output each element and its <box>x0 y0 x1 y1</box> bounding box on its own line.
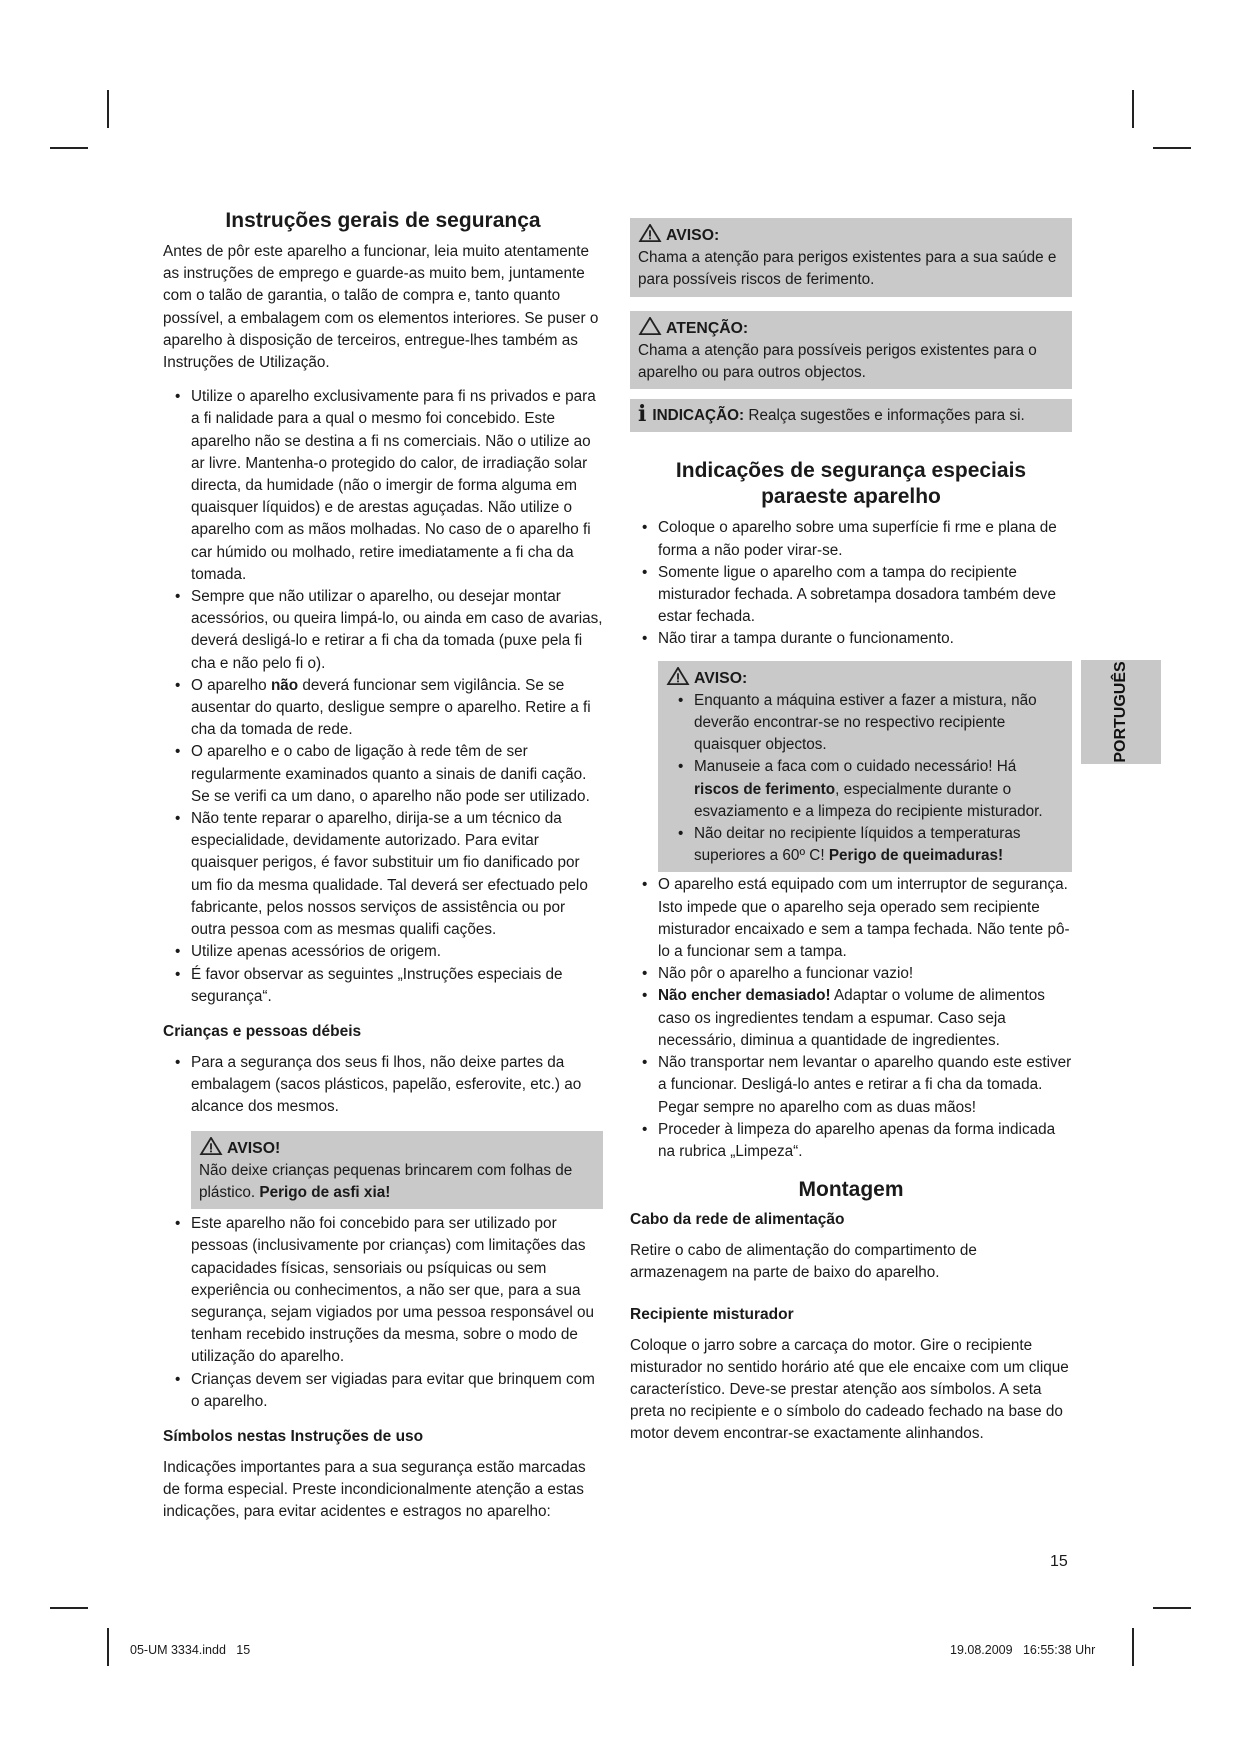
list-item: • Não tente reparar o aparelho, dirija-se a um técnico da especialidade, devidamente autorizado. Para evitar quaisquer perigos, é favor substituir um fio danificado por um fio da mesma qualidade. Tal deverá ser efectuado pelo fabricante, pelos nossos serviços de assistência ou por outra pessoa com as mesmas qualifi cações. <box>163 808 603 941</box>
crop-mark <box>107 90 109 128</box>
aviso-box <box>630 218 1072 297</box>
children-heading: Crianças e pessoas débeis <box>163 1022 362 1040</box>
list-item: • Proceder à limpeza do aparelho apenas da forma indicada na rubrica „Limpeza“. <box>630 1119 1072 1163</box>
atencao-text: Chama a atenção para possíveis perigos existentes para o aparelho ou para outros objectos. <box>638 341 1037 382</box>
info-icon: i <box>638 401 647 428</box>
crop-mark <box>1153 1607 1191 1609</box>
list-item: • Utilize o aparelho exclusivamente para fi ns privados e para a fi nalidade para a qual o mesmo foi concebido. Este aparelho não se destina a fi ns comerciais. Não o utilize ao ar livre. Mantenha-o protegido do calor, de irradiação solar directa, da humidade (não o imergir de forma alguma em quaisquer líquidos) e de arestas aguçadas. Não utilize o aparelho com as mãos molhadas. No caso de o aparelho fi car húmido ou molhado, retire imediatamente a fi cha da tomada. <box>163 386 603 586</box>
language-label: PORTUGUÊS <box>1112 661 1129 763</box>
warning-triangle-icon <box>638 224 662 242</box>
crop-mark <box>107 1628 109 1666</box>
list-item-text: O aparelho <box>191 676 271 694</box>
footer-timestamp: 19.08.2009 16:55:38 Uhr <box>950 1643 1096 1657</box>
list-item <box>666 756 1064 823</box>
atencao-title: ATENÇÃO: <box>666 319 749 337</box>
crop-mark <box>50 147 88 149</box>
list-item: • Utilize apenas acessórios de origem. <box>163 941 603 963</box>
aviso2-list <box>666 690 1064 868</box>
emphasis-text: não <box>270 676 299 694</box>
crop-mark <box>1132 1628 1134 1666</box>
list-item-text: Adaptar o volume de alimentos caso os ingredientes tendam a espumar. Caso seja necessário, diminua a quantidade de ingredientes. <box>658 987 1045 1049</box>
list-item <box>666 823 1064 867</box>
special-safety-title <box>630 458 1072 510</box>
aviso-heading <box>638 224 1064 247</box>
list-item: • Para a segurança dos seus fi lhos, não deixe partes da embalagem (sacos plásticos, papelão, esferovite, etc.) ao alcance dos mesmos. <box>163 1052 603 1119</box>
montagem-title: Montagem <box>798 1178 904 1202</box>
special-title-line-2: paraeste aparelho <box>761 485 941 509</box>
indicacao-title: INDICAÇÃO: <box>652 407 745 425</box>
indicacao-box <box>630 399 1072 432</box>
list-item <box>163 675 603 742</box>
crop-mark <box>1153 147 1191 149</box>
list-item: • O aparelho e o cabo de ligação à rede têm de ser regularmente examinados quanto a sinais de danifi cação. Se se verifi ca um dano, o aparelho não pode ser utilizado. <box>163 741 603 808</box>
list-item: • Este aparelho não foi concebido para ser utilizado por pessoas (inclusivamente por crianças) com limitações das capacidades físicas, sensoriais ou psíquicas ou sem experiência ou conhecimentos, a não ser que, para a sua segurança, sejam vigiados por uma pessoa responsável ou tenham recebido instruções da mesma, sobre o modo de utilização do aparelho. <box>163 1213 603 1368</box>
safety-list <box>163 386 603 1008</box>
emphasis-text: Perigo de queimaduras! <box>828 847 1004 865</box>
cable-heading: Cabo da rede de alimentação <box>630 1211 845 1229</box>
aviso-text: Chama a atenção para perigos existentes para a sua saúde e para possíveis riscos de ferimento. <box>638 249 1057 289</box>
children-list <box>163 1052 603 1119</box>
warning-title: AVISO! <box>227 1139 281 1157</box>
warning-body: Não deixe crianças pequenas brincarem com folhas de plástico. <box>199 1161 573 1201</box>
aviso-title: AVISO: <box>666 227 720 244</box>
list-item: • Crianças devem ser vigiadas para evitar que brinquem com o aparelho. <box>163 1369 603 1413</box>
list-item: • É favor observar as seguintes „Instruções especiais de segurança“. <box>163 964 603 1008</box>
warning-triangle-icon <box>199 1137 223 1155</box>
mixer-paragraph: Coloque o jarro sobre a carcaça do motor. Gire o recipiente misturador no sentido horário até que ele encaixe com um clique característico. Deve-se prestar atenção aos símbolos. A seta preta no recipiente e o símbolo do cadeado fechado na base do motor devem encontrar-se exactamente alinhandos. <box>630 1336 1069 1443</box>
warning-box-suffocation <box>191 1131 603 1210</box>
special-safety-list <box>630 517 1072 650</box>
list-item: • Não tirar a tampa durante o funcionamento. <box>630 628 1072 650</box>
emphasis-text: riscos de ferimento <box>694 780 836 798</box>
warning-heading <box>199 1137 595 1160</box>
safety-title: Instruções gerais de segurança <box>225 209 541 232</box>
list-item: • O aparelho está equipado com um interruptor de segurança. Isto impede que o aparelho seja operado sem recipiente misturador encaixado e sem a tampa fechada. Não tente pô-lo a funcionar sem a tampa. <box>630 874 1072 963</box>
page-number: 15 <box>1050 1553 1068 1570</box>
emphasis-text: Não encher demasiado! <box>658 987 831 1005</box>
symbols-heading: Símbolos nestas Instruções de uso <box>163 1427 424 1445</box>
footer-file-info: 05-UM 3334.indd 15 <box>130 1643 251 1657</box>
right-column <box>630 208 1072 1458</box>
list-item-text: Manuseie a faca com o cuidado necessário! Há <box>694 758 1017 776</box>
list-item-text: Não deitar no recipiente líquidos a temperaturas superiores a 60º C! <box>694 825 1021 865</box>
list-item: • Somente ligue o aparelho com a tampa do recipiente misturador fechada. A sobretampa dosadora também deve estar fechada. <box>630 562 1072 629</box>
list-item: • Não transportar nem levantar o aparelho quando este estiver a funcionar. Desligá-lo antes e retirar a fi cha da tomada. Pegar sempre no aparelho com as duas mãos! <box>630 1052 1072 1119</box>
crop-mark <box>1132 90 1134 128</box>
list-item: • Enquanto a máquina estiver a fazer a mistura, não deverão encontrar-se no respectivo recipiente quaisquer objectos. <box>666 690 1064 757</box>
cable-paragraph: Retire o cabo de alimentação do compartimento de armazenagem na parte de baixo do aparelho. <box>630 1242 977 1282</box>
aviso-box-2 <box>658 661 1072 873</box>
mixer-heading: Recipiente misturador <box>630 1305 794 1323</box>
symbols-paragraph: Indicações importantes para a sua segurança estão marcadas de forma especial. Preste incondicionalmente atenção a estas indicações, para evitar acidentes e estragos no aparelho: <box>163 1458 586 1521</box>
special-safety-list-2 <box>630 874 1072 1163</box>
atencao-box <box>630 311 1072 390</box>
list-item: • Sempre que não utilizar o aparelho, ou desejar montar acessórios, ou queira limpá-lo, ou ainda em caso de avarias, deverá desligá-lo e retirar a fi cha da tomada (puxe pela fi cha e não pelo fi o). <box>163 586 603 675</box>
warning-emphasis: Perigo de asfi xia! <box>259 1183 391 1201</box>
caution-triangle-icon <box>638 317 662 335</box>
list-item-text: deverá funcionar sem vigilância. Se se ausentar do quarto, desligue sempre o aparelho. Retire a fi cha da tomada de rede. <box>191 676 591 739</box>
atencao-heading <box>638 317 1064 340</box>
list-item-text: , especialmente durante o esvaziamento e a limpeza do recipiente misturador. <box>694 780 1043 820</box>
list-item <box>630 985 1072 1052</box>
aviso2-heading <box>666 667 1064 690</box>
left-column <box>163 208 603 1536</box>
crop-mark <box>50 1607 88 1609</box>
aviso2-title: AVISO: <box>694 669 748 687</box>
children-list-2 <box>163 1213 603 1413</box>
list-item: • Não pôr o aparelho a funcionar vazio! <box>630 963 1072 985</box>
special-title-line-1: Indicações de segurança especiais <box>675 459 1027 483</box>
indicacao-text: Realça sugestões e informações para si. <box>744 407 1025 425</box>
warning-triangle-icon <box>666 667 690 685</box>
intro-paragraph: Antes de pôr este aparelho a funcionar, leia muito atentamente as instruções de emprego e guarde-as muito bem, juntamente com o talão de garantia, o talão de compra e, tanto quanto possível, a embalagem com os elementos interiores. Se puser o aparelho à disposição de terceiros, entregue-lhes também as Instruções de Utilização. <box>163 243 599 372</box>
list-item: • Coloque o aparelho sobre uma superfície fi rme e plana de forma a não poder virar-se. <box>630 517 1072 561</box>
language-tab <box>1081 660 1161 764</box>
warning-text <box>199 1160 595 1204</box>
